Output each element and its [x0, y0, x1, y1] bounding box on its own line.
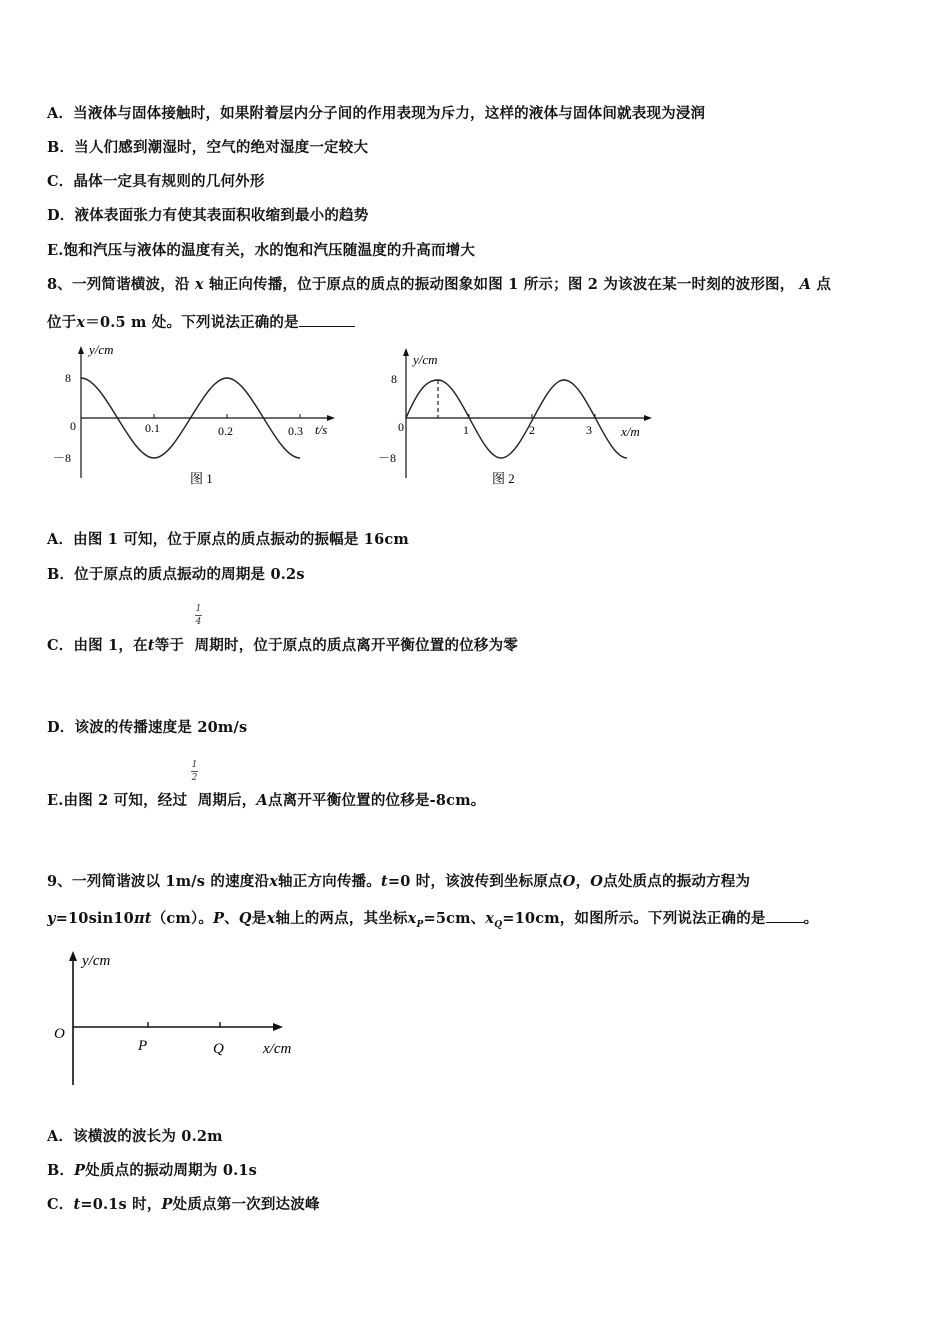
fraction-one-quarter: 1 4: [195, 604, 202, 627]
q7-option-d: D．液体表面张力有使其表面积收缩到最小的趋势: [47, 207, 369, 224]
fig1-tick-label: 0.1: [145, 421, 160, 435]
fig2-tick-label: 2: [529, 423, 535, 437]
q8-stem-line2: 位于x＝0.5 m 处。下列说法正确的是: [47, 311, 355, 332]
q7-option-a: A．当液体与固体接触时，如果附着层内分子间的作用表现为斥力，这样的液体与固体间就表现为浸润: [47, 105, 706, 122]
q9-fig-point-q: Q: [213, 1041, 224, 1057]
fig1-caption: 图 1: [190, 471, 213, 486]
q8-option-a: A．由图 1 可知，位于原点的质点振动的振幅是 16cm: [47, 531, 409, 548]
fig1-y-bottom: －8: [53, 451, 72, 465]
fig2-tick-label: 1: [463, 423, 469, 437]
q8-figure-2: [375, 340, 665, 490]
q9-stem-line1: 9、一列简谐波以 1m/s 的速度沿x轴正方向传播。t=0 时，该波传到坐标原点O，O点处质点的振动方程为: [47, 873, 751, 890]
fig2-xlabel: x/m: [621, 424, 640, 439]
fig1-y-top: 8: [65, 371, 71, 385]
q7-option-e: E.饱和汽压与液体的温度有关，水的饱和汽压随温度的升高而增大: [47, 242, 476, 259]
q9-stem-line2: y=10sin10πt（cm）。P、Q是x轴上的两点，其坐标$x_P=5cm$、$x_Q=10cm$，如图所示。下列说法正确的是 。: [47, 910, 819, 930]
fig1-tick-label: 0.3: [288, 424, 303, 438]
q9-fig-origin: O: [54, 1026, 65, 1042]
q9-option-b: B．P处质点的振动周期为 0.1s: [47, 1162, 258, 1179]
fig2-origin: 0: [398, 420, 404, 434]
q8-option-b: B．位于原点的质点振动的周期是 0.2s: [47, 566, 305, 583]
q9-fig-xlabel: x/cm: [263, 1041, 292, 1057]
fig2-tick-label: 3: [586, 423, 592, 437]
fig2-y-bottom: －8: [378, 451, 397, 465]
fig1-origin: 0: [70, 419, 76, 433]
fig2-wave: [406, 380, 627, 458]
q9-fig-ylabel: y/cm: [82, 953, 111, 969]
q9-figure: [45, 945, 315, 1095]
q7-option-b: B．当人们感到潮湿时，空气的绝对湿度一定较大: [47, 139, 369, 156]
fig1-ylabel: y/cm: [89, 342, 114, 357]
q8-stem-line1: 8、一列简谐横波，沿 x 轴正向传播，位于原点的质点的振动图象如图 1 所示；图 2 为该波在某一时刻的波形图， A 点: [47, 276, 832, 293]
fig2-ylabel: y/cm: [413, 352, 438, 367]
q9-option-a: A．该横波的波长为 0.2m: [47, 1128, 223, 1145]
answer-blank: [766, 910, 804, 923]
q8-figure-1: [45, 340, 345, 490]
q8-option-e: E.由图 2 可知，经过 周期后，A点离开平衡位置的位移是-8cm。: [47, 792, 486, 809]
q9-option-c: C．t=0.1s 时，P处质点第一次到达波峰: [47, 1196, 320, 1213]
answer-blank: [299, 314, 355, 327]
fig1-tick-label: 0.2: [218, 424, 233, 438]
fraction-one-half: 1 2: [191, 760, 198, 783]
fig1-xlabel: t/s: [315, 422, 328, 437]
q7-option-c: C．晶体一定具有规则的几何外形: [47, 173, 265, 190]
q9-fig-point-p: P: [138, 1038, 148, 1054]
fig2-caption: 图 2: [492, 471, 515, 486]
fig2-y-top: 8: [391, 372, 397, 386]
q8-option-d: D．该波的传播速度是 20m/s: [47, 719, 248, 736]
q8-option-c: C．由图 1，在t等于 周期时，位于原点的质点离开平衡位置的位移为零: [47, 637, 518, 654]
